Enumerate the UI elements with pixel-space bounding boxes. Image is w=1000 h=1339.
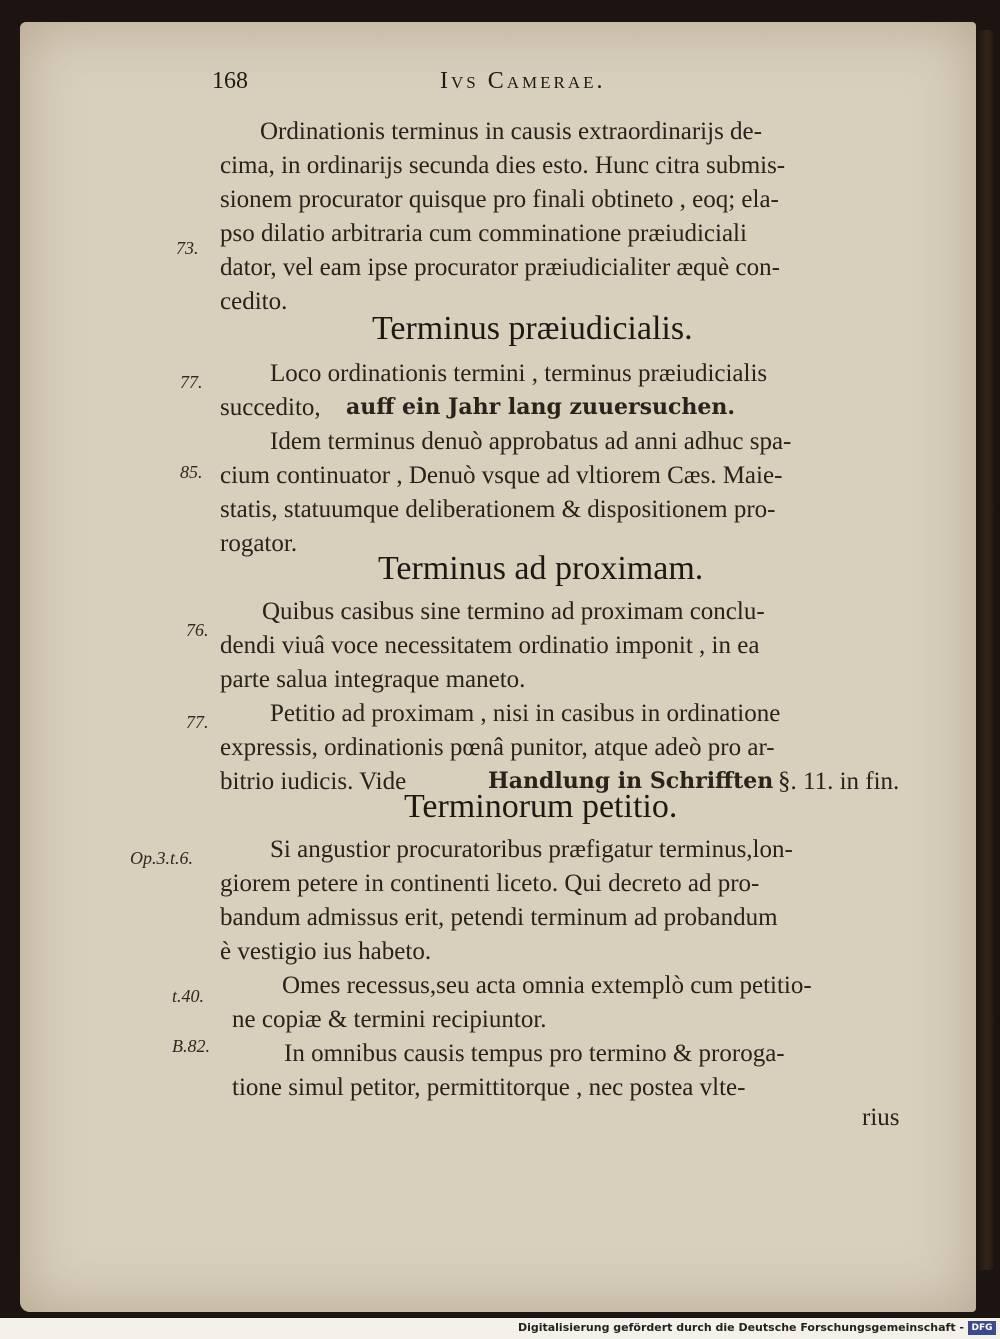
section-heading: Terminus ad proximam. <box>378 550 704 587</box>
german-phrase: Handlung in Schrifften <box>488 768 774 794</box>
text-line: dendi viuâ voce necessitatem ordinatio imponit , in ea <box>220 632 760 659</box>
margin-note: B.82. <box>172 1036 210 1056</box>
margin-note: 73. <box>176 238 199 258</box>
running-title: Ivs Camerae. <box>440 68 606 94</box>
text-line: giorem petere in continenti liceto. Qui decreto ad pro- <box>220 870 760 897</box>
text-line: rogator. <box>220 530 298 557</box>
text-line: tione simul petitor, permittitorque , nec postea vlte- <box>232 1074 746 1101</box>
text-line: Petitio ad proximam , nisi in casibus in ordinatione <box>270 700 781 727</box>
german-phrase: auff ein Jahr lang zuuersuchen. <box>346 394 736 420</box>
text-line: cium continuator , Denuò vsque ad vltiorem Cæs. Maie- <box>220 462 783 489</box>
text-line: Ordinationis terminus in causis extraordinarijs de- <box>260 118 762 145</box>
text-line: bandum admissus erit, petendi terminum ad probandum <box>220 904 778 931</box>
section-heading: Terminus præiudicialis. <box>372 310 693 347</box>
text-line: statis, statuumque deliberationem & dispositionem pro- <box>220 496 776 523</box>
text-line: bitrio iudicis. Vide <box>220 768 407 795</box>
text-line: Si angustior procuratoribus præfigatur terminus,lon- <box>270 836 793 863</box>
running-head <box>0 68 1000 108</box>
catchword: rius <box>862 1104 900 1131</box>
text-line: Idem terminus denuò approbatus ad anni adhuc spa- <box>270 428 792 455</box>
text-line: cedito. <box>220 288 288 315</box>
section-heading: Terminorum petitio. <box>404 788 678 825</box>
text-line: succedito, <box>220 394 321 421</box>
footer-credit: Digitalisierung gefördert durch die Deutsche Forschungsgemeinschaft - <box>517 1321 964 1334</box>
text-line: Omes recessus,seu acta omnia extemplò cum petitio- <box>282 972 812 999</box>
footer-bar <box>0 1318 1000 1339</box>
text-line: In omnibus causis tempus pro termino & proroga- <box>284 1040 785 1067</box>
margin-note: 77. <box>186 712 209 732</box>
text-line: Quibus casibus sine termino ad proximam conclu- <box>262 598 765 625</box>
page-edge-shadow <box>976 30 994 1270</box>
text-line: cima, in ordinarijs secunda dies esto. Hunc citra submis- <box>220 152 786 179</box>
margin-note: t.40. <box>172 986 205 1006</box>
text-line: expressis, ordinationis pœnâ punitor, atque adeò pro ar- <box>220 734 775 761</box>
dfg-logo-icon: DFG <box>968 1321 996 1335</box>
text-line: parte salua integraque maneto. <box>220 666 526 693</box>
text-line: Loco ordinationis termini , terminus præiudicialis <box>270 360 768 387</box>
margin-note: 85. <box>180 462 203 482</box>
text-line: ne copiæ & termini recipiuntor. <box>232 1006 547 1033</box>
text-line: è vestigio ius habeto. <box>220 938 432 965</box>
text-line: §. 11. in fin. <box>778 768 900 795</box>
page-number: 168 <box>212 68 248 94</box>
margin-note: 77. <box>180 372 203 392</box>
text-line: sionem procurator quisque pro finali obtineto , eoq; ela- <box>220 186 779 213</box>
text-line: dator, vel eam ipse procurator præiudicialiter æquè con- <box>220 254 780 281</box>
margin-note: 76. <box>186 620 209 640</box>
margin-note: Op.3.t.6. <box>130 848 193 868</box>
text-line: pso dilatio arbitraria cum comminatione præiudiciali <box>220 220 747 247</box>
